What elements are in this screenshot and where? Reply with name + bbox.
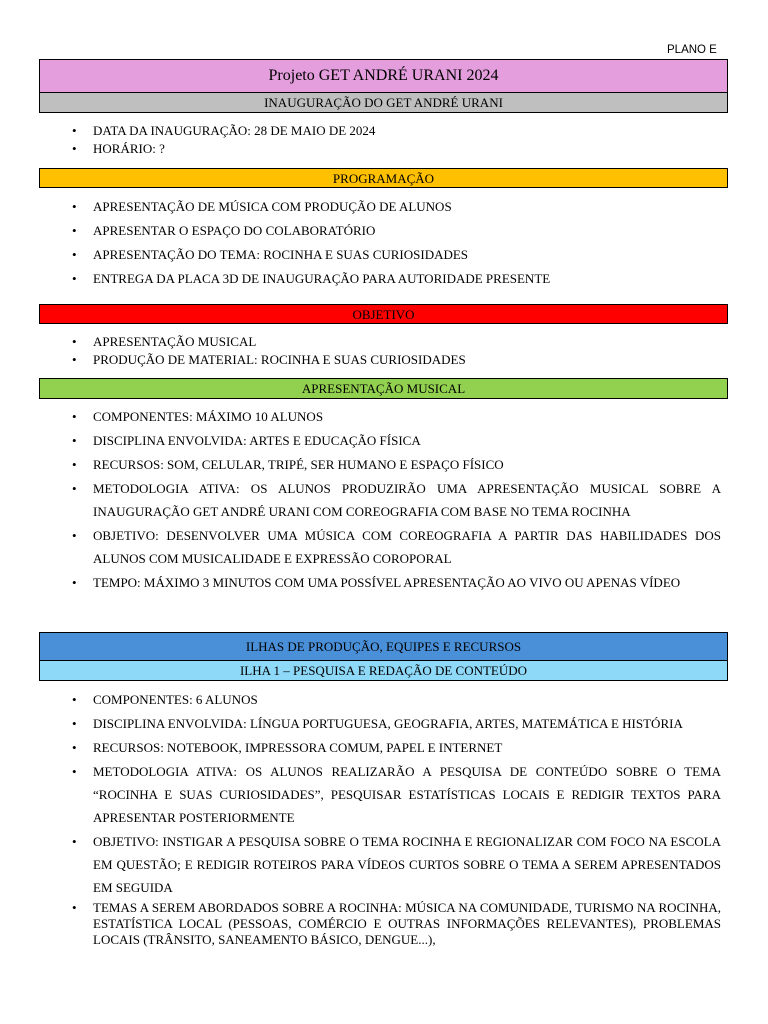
list-item: • RECURSOS: NOTEBOOK, IMPRESSORA COMUM, PAPEL E INTERNET <box>39 736 721 759</box>
section-header-ilha-1: ILHA 1 – PESQUISA E REDAÇÃO DE CONTEÚDO <box>39 660 728 681</box>
programacao-list <box>39 195 721 291</box>
corner-label: PLANO E <box>667 44 717 56</box>
list-item: • COMPONENTES: 6 ALUNOS <box>39 688 721 711</box>
list-item: • TEMPO: MÁXIMO 3 MINUTOS COM UMA POSSÍVEL APRESENTAÇÃO AO VIVO OU APENAS VÍDEO <box>39 571 721 594</box>
list-item: • ENTREGA DA PLACA 3D DE INAUGURAÇÃO PARA AUTORIDADE PRESENTE <box>39 267 721 290</box>
project-title: Projeto GET ANDRÉ URANI 2024 <box>39 59 728 93</box>
list-item: • PRODUÇÃO DE MATERIAL: ROCINHA E SUAS CURIOSIDADES <box>39 351 721 369</box>
ilha-1-list <box>39 688 721 949</box>
list-item: • APRESENTAÇÃO DO TEMA: ROCINHA E SUAS CURIOSIDADES <box>39 243 721 266</box>
list-item: • OBJETIVO: DESENVOLVER UMA MÚSICA COM COREOGRAFIA A PARTIR DAS HABILIDADES DOS ALUNOS COM MUSICALIDADE E EXPRESSÃO COROPORAL <box>39 524 721 570</box>
list-item: • APRESENTAÇÃO MUSICAL <box>39 333 721 351</box>
list-item: • DISCIPLINA ENVOLVIDA: ARTES E EDUCAÇÃO FÍSICA <box>39 429 721 452</box>
objetivo-list <box>39 333 721 368</box>
list-item: • DATA DA INAUGURAÇÃO: 28 DE MAIO DE 2024 <box>39 122 721 140</box>
list-item: • OBJETIVO: INSTIGAR A PESQUISA SOBRE O TEMA ROCINHA E REGIONALIZAR COM FOCO NA ESCOLA EM QUESTÃO; E REDIGIR ROTEIROS PARA VÍDEOS CURTOS SOBRE O TEMA A SEREM APRESENTADOS EM SEGUIDA <box>39 830 721 899</box>
list-item: • APRESENTAR O ESPAÇO DO COLABORATÓRIO <box>39 219 721 242</box>
section-header-apresentacao-musical: APRESENTAÇÃO MUSICAL <box>39 378 728 399</box>
list-item: • DISCIPLINA ENVOLVIDA: LÍNGUA PORTUGUESA, GEOGRAFIA, ARTES, MATEMÁTICA E HISTÓRIA <box>39 712 721 735</box>
section-header-ilhas: ILHAS DE PRODUÇÃO, EQUIPES E RECURSOS <box>39 632 728 661</box>
apresentacao-musical-list <box>39 405 721 595</box>
list-item: • METODOLOGIA ATIVA: OS ALUNOS PRODUZIRÃO UMA APRESENTAÇÃO MUSICAL SOBRE A INAUGURAÇÃO GET ANDRÉ URANI COM COREOGRAFIA COM BASE NO TEMA ROCINHA <box>39 477 721 523</box>
list-item: • APRESENTAÇÃO DE MÚSICA COM PRODUÇÃO DE ALUNOS <box>39 195 721 218</box>
list-item: • COMPONENTES: MÁXIMO 10 ALUNOS <box>39 405 721 428</box>
list-item: • METODOLOGIA ATIVA: OS ALUNOS REALIZARÃO A PESQUISA DE CONTEÚDO SOBRE O TEMA “ROCINHA E SUAS CURIOSIDADES”, PESQUISAR ESTATÍSTICAS LOCAIS E REDIGIR TEXTOS PARA APRESENTAR POSTERIORMENTE <box>39 760 721 829</box>
list-item: • HORÁRIO: ? <box>39 140 721 158</box>
section-header-programacao: PROGRAMAÇÃO <box>39 168 728 188</box>
section-header-inauguracao: INAUGURAÇÃO DO GET ANDRÉ URANI <box>39 92 728 113</box>
list-item: • TEMAS A SEREM ABORDADOS SOBRE A ROCINHA: MÚSICA NA COMUNIDADE, TURISMO NA ROCINHA, ESTATÍSTICA LOCAL (PESSOAS, COMÉRCIO E OUTRAS INFORMAÇÕES RELEVANTES), PROBLEMAS LOCAIS (TRÂNSITO, SANEAMENTO BÁSICO, DENGUE...), <box>39 900 721 948</box>
inauguracao-list <box>39 122 721 157</box>
list-item: • RECURSOS: SOM, CELULAR, TRIPÉ, SER HUMANO E ESPAÇO FÍSICO <box>39 453 721 476</box>
section-header-objetivo: OBJETIVO <box>39 304 728 324</box>
